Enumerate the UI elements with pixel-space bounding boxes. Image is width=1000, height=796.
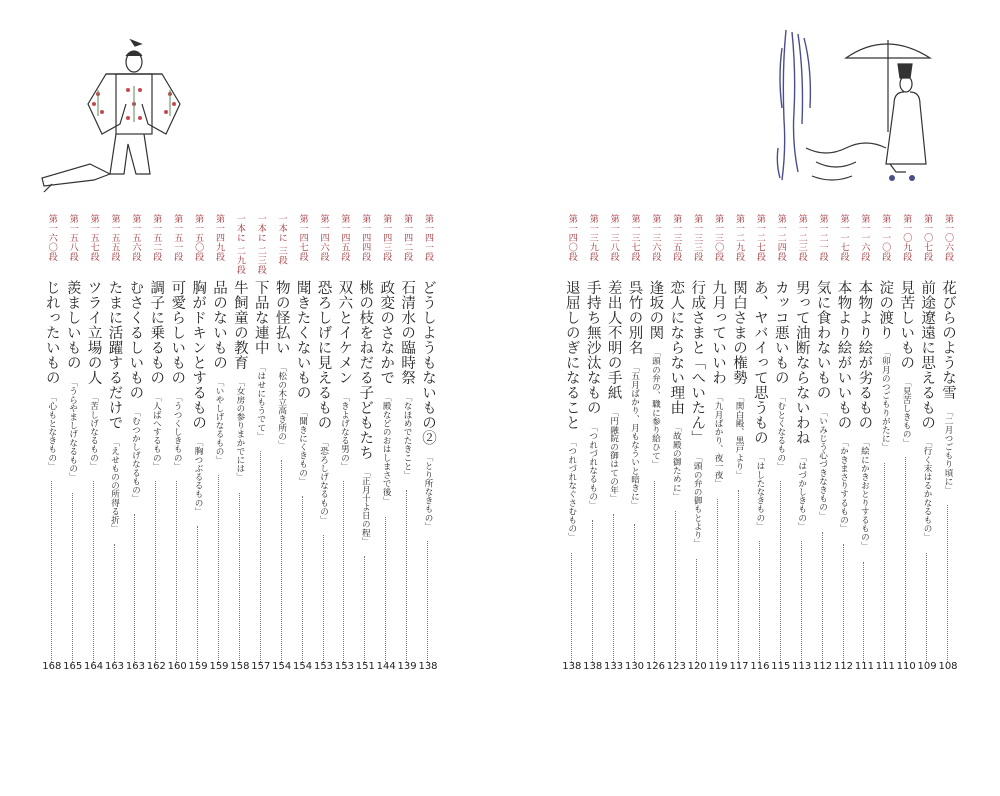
dot-leader	[780, 481, 781, 662]
entry-quote: 「きよげなる男の」	[339, 393, 350, 471]
section-number: 第一四二段	[402, 214, 413, 262]
dot-leader	[51, 481, 52, 662]
entry-quote: 「いやしげなるもの」	[214, 378, 224, 464]
page-number: 144	[376, 661, 396, 672]
page-number: 153	[334, 661, 354, 672]
entry-title: たまに活躍するだけで	[106, 280, 123, 430]
entry-title: 胸がドキンとするもの	[190, 280, 207, 430]
entry-title: 恋人にならない理由	[668, 280, 685, 415]
toc-entry[interactable]	[208, 214, 230, 684]
entry-quote: 「うらやましげなるもの」	[67, 378, 78, 482]
page-number: 112	[833, 661, 854, 672]
entry-quote: 「聞きにくきもの」	[297, 408, 308, 486]
entry-title: 九月っていいわ	[710, 280, 727, 385]
entry-quote: 「むつかしげなるもの」	[130, 408, 141, 503]
entry-title: あ、ヤバイって思うもの	[751, 280, 768, 445]
section-number: 第一〇九段	[901, 214, 912, 262]
section-number: 第一五七段	[88, 214, 99, 262]
entry-title: 退屈しのぎになること	[563, 280, 580, 430]
toc-entry[interactable]	[707, 214, 729, 684]
dot-leader	[197, 526, 198, 662]
entry-quote: 「九月ばかり、夜一夜」	[713, 393, 724, 488]
dot-leader	[385, 517, 386, 662]
toc-entry[interactable]	[62, 214, 84, 684]
entry-quote: 「松の木立高き所の」	[276, 363, 287, 449]
entry-title: 前途遼遠に思えるもの	[919, 280, 936, 430]
page-number: 139	[397, 661, 417, 672]
section-number: 一本に 二九段	[234, 214, 245, 275]
section-number: 第一四〇段	[566, 214, 577, 262]
toc-entry[interactable]	[665, 214, 687, 684]
page-number: 138	[583, 661, 603, 672]
dot-leader	[281, 460, 282, 662]
entry-quote: 「恐ろしげなるもの」	[318, 438, 329, 524]
page-number: 160	[167, 661, 187, 672]
entry-quote: 「つれづれなるもの」	[587, 423, 598, 509]
toc-entry[interactable]	[728, 214, 750, 684]
dot-leader	[801, 541, 802, 662]
dot-leader	[218, 475, 219, 662]
entry-quote: 「殿などのおはしまさで後」	[381, 393, 392, 505]
toc-entry[interactable]	[561, 214, 583, 684]
court-noble-dancer-illustration	[36, 34, 196, 194]
entry-quote: 「いみじう心づきなきもの」	[817, 408, 828, 520]
entry-title: 可愛らしいもの	[169, 280, 186, 385]
page-number: 110	[896, 661, 916, 672]
section-number: 第一五二段	[151, 214, 162, 262]
section-number: 第一四九段	[214, 214, 224, 262]
dot-leader	[114, 544, 115, 662]
section-number: 一本に 二三段	[255, 214, 266, 275]
entry-quote: 「人ばへするもの」	[151, 393, 162, 471]
dot-leader	[592, 520, 593, 662]
entry-quote: 「頭の弁の御もとより」	[692, 453, 703, 548]
toc-entry[interactable]	[853, 214, 875, 684]
entry-title: むさくるしいもの	[127, 280, 144, 400]
section-number: 第一六〇段	[46, 214, 57, 262]
page-number: 151	[355, 661, 375, 672]
section-number: 第一三九段	[587, 214, 598, 262]
entry-quote: 「故殿の御ために」	[671, 423, 682, 501]
section-number: 第一二一段	[817, 214, 828, 262]
section-number: 第一四六段	[318, 214, 329, 262]
section-number: 第一四三段	[381, 214, 392, 262]
entry-title: 桃の枝をねだる子どもたち	[357, 280, 374, 460]
toc-entry[interactable]	[333, 214, 355, 684]
entry-quote: 「うつくしきもの」	[172, 393, 183, 471]
dot-leader	[947, 505, 948, 662]
section-number: 第一〇七段	[922, 214, 933, 262]
dot-leader	[239, 493, 240, 662]
toc-entry[interactable]	[916, 214, 938, 684]
entry-title: ツライ立場の人	[85, 280, 102, 385]
toc-entry[interactable]	[937, 214, 959, 684]
section-number: 第一〇六段	[943, 214, 953, 262]
entry-title: 手持ち無沙汰なもの	[584, 280, 601, 415]
page-number: 115	[771, 661, 791, 672]
toc-entry[interactable]	[417, 214, 439, 684]
dot-leader	[155, 481, 156, 662]
dot-leader	[696, 559, 697, 662]
dot-leader	[884, 463, 885, 662]
section-number: 第一五五段	[109, 214, 120, 262]
dot-leader	[634, 524, 635, 662]
entry-title: 逢坂の関	[647, 280, 664, 340]
page-number: 159	[188, 661, 208, 672]
entry-title: 淀の渡り	[877, 280, 894, 340]
entry-title: 調子に乗るもの	[148, 280, 165, 385]
page-number: 163	[125, 661, 145, 672]
entry-quote: 「行く末はるかなるもの」	[922, 438, 933, 542]
right-page	[500, 0, 1000, 796]
entry-title: 双六とイケメン	[336, 280, 353, 385]
page-number: 158	[230, 661, 250, 672]
dot-leader	[93, 481, 94, 662]
section-number: 第一四五段	[339, 214, 350, 262]
page-number: 162	[146, 661, 166, 672]
entry-quote: 「心もとなきもの」	[46, 393, 57, 471]
entry-title: 関白さまの権勢	[731, 280, 747, 385]
toc-entry[interactable]	[292, 214, 314, 684]
toc-entry[interactable]	[833, 214, 855, 684]
entry-quote: 「つれづれなぐさむもの」	[566, 438, 577, 542]
entry-title: 呉竹の別名	[626, 280, 643, 355]
section-number: 一本に 三段	[276, 214, 287, 265]
page-number: 138	[562, 661, 582, 672]
section-number: 第一三六段	[650, 214, 661, 262]
entry-title: カッコ悪いもの	[772, 280, 789, 385]
dot-leader	[406, 490, 407, 662]
dot-leader	[654, 481, 655, 662]
entry-title: 聞きたくないもの	[294, 280, 311, 400]
page-number: 165	[63, 661, 83, 672]
page-number: 112	[813, 661, 833, 672]
section-number: 第一一六段	[859, 214, 870, 262]
entry-title: 羨ましいもの	[64, 280, 81, 370]
page-number: 113	[792, 661, 812, 672]
entry-quote: 「絵にかきおとりするもの」	[859, 438, 870, 550]
entry-title: 政変のさなかで	[378, 280, 395, 385]
dot-leader	[759, 541, 760, 662]
toc-entry[interactable]	[895, 214, 917, 684]
entry-quote: 「はせにもうでて」	[255, 363, 266, 441]
section-number: 第一三八段	[608, 214, 619, 262]
page-number: 117	[729, 661, 749, 672]
toc-entry[interactable]	[791, 214, 813, 684]
page-number: 123	[666, 661, 686, 672]
dot-leader	[613, 514, 614, 662]
toc-entry[interactable]	[229, 214, 251, 684]
section-number: 第一二三段	[796, 214, 807, 262]
entry-quote: 「関白殿、黒戸より」	[734, 393, 744, 479]
section-number: 第一四四段	[360, 214, 371, 262]
page-number: 111	[854, 661, 874, 672]
page-number: 111	[875, 661, 895, 672]
entry-title: 見苦しいもの	[898, 280, 915, 370]
page-number: 163	[104, 661, 125, 672]
entry-quote: 「胸つぶるるもの」	[193, 438, 204, 516]
toc-entry[interactable]	[874, 214, 896, 684]
dot-leader	[926, 553, 927, 662]
page-number: 168	[42, 661, 62, 672]
entry-quote: 「なほめでたきこと」	[402, 393, 413, 479]
section-number: 第一四一段	[423, 214, 433, 262]
entry-quote: 「はしたなきもの」	[754, 453, 765, 531]
entry-quote: 「頭の弁の、職に参り給ひて」	[650, 348, 661, 469]
entry-quote: 「むとくなるもの」	[775, 393, 786, 471]
dot-leader	[427, 541, 428, 662]
entry-title: 男って油断ならないわね	[793, 280, 810, 445]
dot-leader	[343, 481, 344, 662]
section-number: 第一五六段	[130, 214, 141, 262]
section-number: 第一二七段	[754, 214, 765, 262]
toc-entry[interactable]	[41, 214, 63, 684]
entry-title: 気に食わないもの	[814, 280, 831, 400]
dot-leader	[571, 553, 572, 662]
page-number: 133	[604, 661, 624, 672]
entry-title: 恐ろしげに見えるもの	[315, 280, 332, 430]
toc-entry[interactable]	[104, 214, 126, 684]
page-number: 153	[313, 661, 334, 672]
entry-title: 本物より絵がいいもの	[835, 280, 852, 430]
section-number: 第一三〇段	[713, 214, 724, 262]
dot-leader	[72, 493, 73, 662]
entry-quote: 「えせものの所得る折」	[109, 438, 120, 533]
entry-title: 本物より絵が劣るもの	[856, 280, 873, 430]
entry-title: 下品な連中	[252, 280, 269, 355]
toc-entry[interactable]	[187, 214, 209, 684]
section-number: 第一二四段	[775, 214, 786, 262]
toc-entry[interactable]	[166, 214, 188, 684]
entry-title: 石清水の臨時祭	[399, 280, 416, 385]
section-number: 第一四七段	[297, 214, 308, 262]
entry-quote: 「卯月のつごもりがたに」	[880, 348, 891, 452]
toc-entry[interactable]	[770, 214, 792, 684]
entry-title: 花びらのような雪	[940, 280, 956, 400]
dot-leader	[717, 499, 718, 662]
toc-entry[interactable]	[271, 214, 293, 684]
page-number: 109	[917, 661, 937, 672]
entry-quote: 「円融院の御はての年」	[608, 408, 619, 503]
entry-title: どうしようもないもの②	[420, 280, 436, 445]
page-number: 119	[708, 661, 728, 672]
toc-entry[interactable]	[83, 214, 105, 684]
dot-leader	[863, 562, 864, 662]
toc-entry[interactable]	[686, 214, 708, 684]
entry-title: 物の怪払い	[273, 280, 290, 355]
section-number: 第一一七段	[838, 214, 849, 262]
entry-quote: 「苦しげなるもの」	[88, 393, 99, 471]
section-number: 第一五〇段	[193, 214, 204, 262]
dot-leader	[364, 556, 365, 662]
page-number: 138	[418, 661, 438, 672]
section-number: 第一三七段	[629, 214, 640, 262]
entry-quote: 「かきまさりするもの」	[838, 438, 849, 533]
entry-quote: 「二月つごもり頃に」	[943, 408, 953, 494]
entry-quote: 「五月ばかり、月もなういと暗きに」	[629, 363, 640, 510]
toc-entry[interactable]	[644, 214, 666, 684]
dot-leader	[905, 457, 906, 662]
dot-leader	[302, 496, 303, 662]
entry-title: 差出人不明の手紙	[605, 280, 622, 400]
toc-entry[interactable]	[396, 214, 418, 684]
section-number: 第一三三段	[692, 214, 703, 262]
entry-title: 牛飼童の教育	[231, 280, 248, 370]
entry-title: 行成さまと「へいたん」	[689, 280, 706, 445]
section-number: 第一五八段	[67, 214, 78, 262]
page-number: 159	[209, 661, 229, 672]
toc-entry[interactable]	[582, 214, 604, 684]
toc-entry[interactable]	[124, 214, 146, 684]
entry-title: 品のないもの	[211, 280, 227, 370]
dot-leader	[738, 490, 739, 662]
dot-leader	[822, 532, 823, 662]
section-number: 第一五一段	[172, 214, 183, 262]
toc-entry[interactable]	[313, 214, 335, 684]
entry-title: じれったいもの	[43, 280, 60, 385]
section-number: 第一二九段	[734, 214, 744, 262]
page-number: 108	[938, 661, 958, 672]
entry-quote: 「女房の参りまかでには」	[234, 378, 245, 482]
entry-quote: 「とり所なきもの」	[423, 453, 433, 531]
page-number: 154	[272, 661, 292, 672]
toc-entry[interactable]	[624, 214, 646, 684]
page-number: 120	[687, 661, 707, 672]
toc-entry[interactable]	[354, 214, 376, 684]
page-number: 154	[293, 661, 313, 672]
section-number: 第一三五段	[671, 214, 682, 262]
toc-entry[interactable]	[145, 214, 167, 684]
page-number: 116	[750, 661, 770, 672]
page-number: 157	[251, 661, 271, 672]
toc-entry[interactable]	[812, 214, 834, 684]
toc-entry[interactable]	[375, 214, 397, 684]
entry-quote: 「見苦しきもの」	[901, 378, 912, 447]
dot-leader	[134, 514, 135, 662]
section-number: 第一一〇段	[880, 214, 891, 262]
dot-leader	[260, 451, 261, 662]
entry-quote: 「はづかしきもの」	[796, 453, 807, 531]
page-number: 164	[84, 661, 104, 672]
entry-quote: 「正月十よ日の程」	[360, 468, 371, 546]
toc-entry[interactable]	[250, 214, 272, 684]
page-number: 126	[645, 661, 665, 672]
toc-entry[interactable]	[603, 214, 625, 684]
page-number: 130	[624, 661, 645, 672]
dot-leader	[675, 511, 676, 662]
toc-entry[interactable]	[749, 214, 771, 684]
dot-leader	[176, 481, 177, 662]
noble-with-umbrella-under-willow-illustration	[776, 28, 972, 194]
dot-leader	[843, 544, 844, 662]
dot-leader	[323, 535, 324, 662]
